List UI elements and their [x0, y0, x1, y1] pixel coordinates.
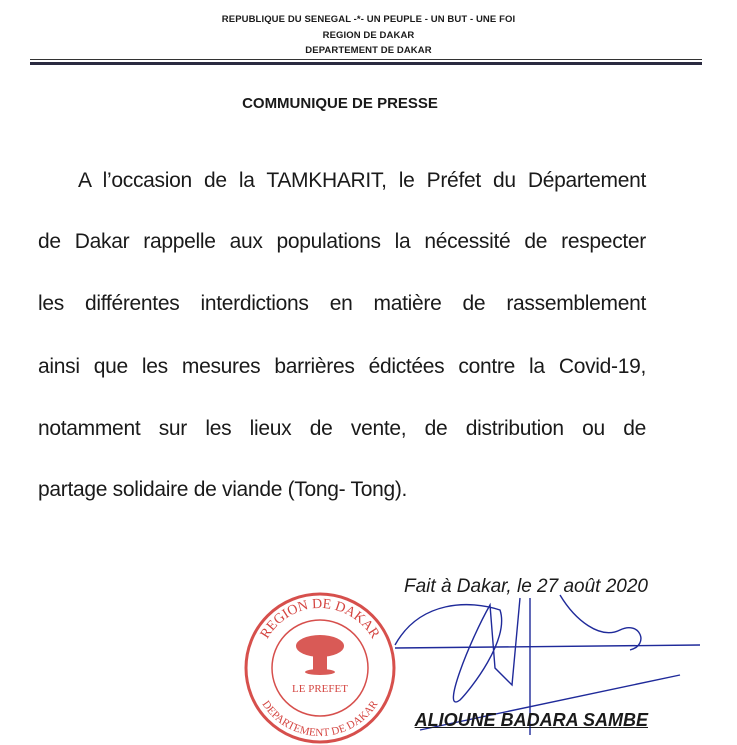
header-department: DEPARTEMENT DE DAKAR [305, 45, 432, 56]
body-line: ainsi que les mesures barrières édictées contre la Covid-19, [38, 355, 646, 378]
body-line: de Dakar rappelle aux populations la nécessité de respecter [38, 230, 646, 253]
document-title: COMMUNIQUE DE PRESSE [242, 95, 438, 112]
date-line: Fait à Dakar, le 27 août 2020 [404, 576, 648, 597]
body-line: A l’occasion de la TAMKHARIT, le Préfet du Département [78, 169, 646, 192]
header-region: REGION DE DAKAR [322, 30, 415, 41]
body-line: notamment sur les lieux de vente, de distribution ou de [38, 417, 646, 440]
signatory-name: ALIOUNE BADARA SAMBE [414, 710, 648, 730]
body-line: partage solidaire de viande (Tong- Tong). [38, 478, 408, 501]
body-line: les différentes interdictions en matière de rassemblement [38, 292, 646, 315]
stamp-bottom-text: DEPARTEMENT DE DAKAR [259, 698, 381, 740]
stamp-center-text: LE PREFET [292, 683, 348, 695]
header-republic: REPUBLIQUE DU SENEGAL -*- UN PEUPLE - UN BUT - UNE FOI [221, 14, 516, 25]
stamp-top-text: REGION DE DAKAR [257, 596, 383, 642]
